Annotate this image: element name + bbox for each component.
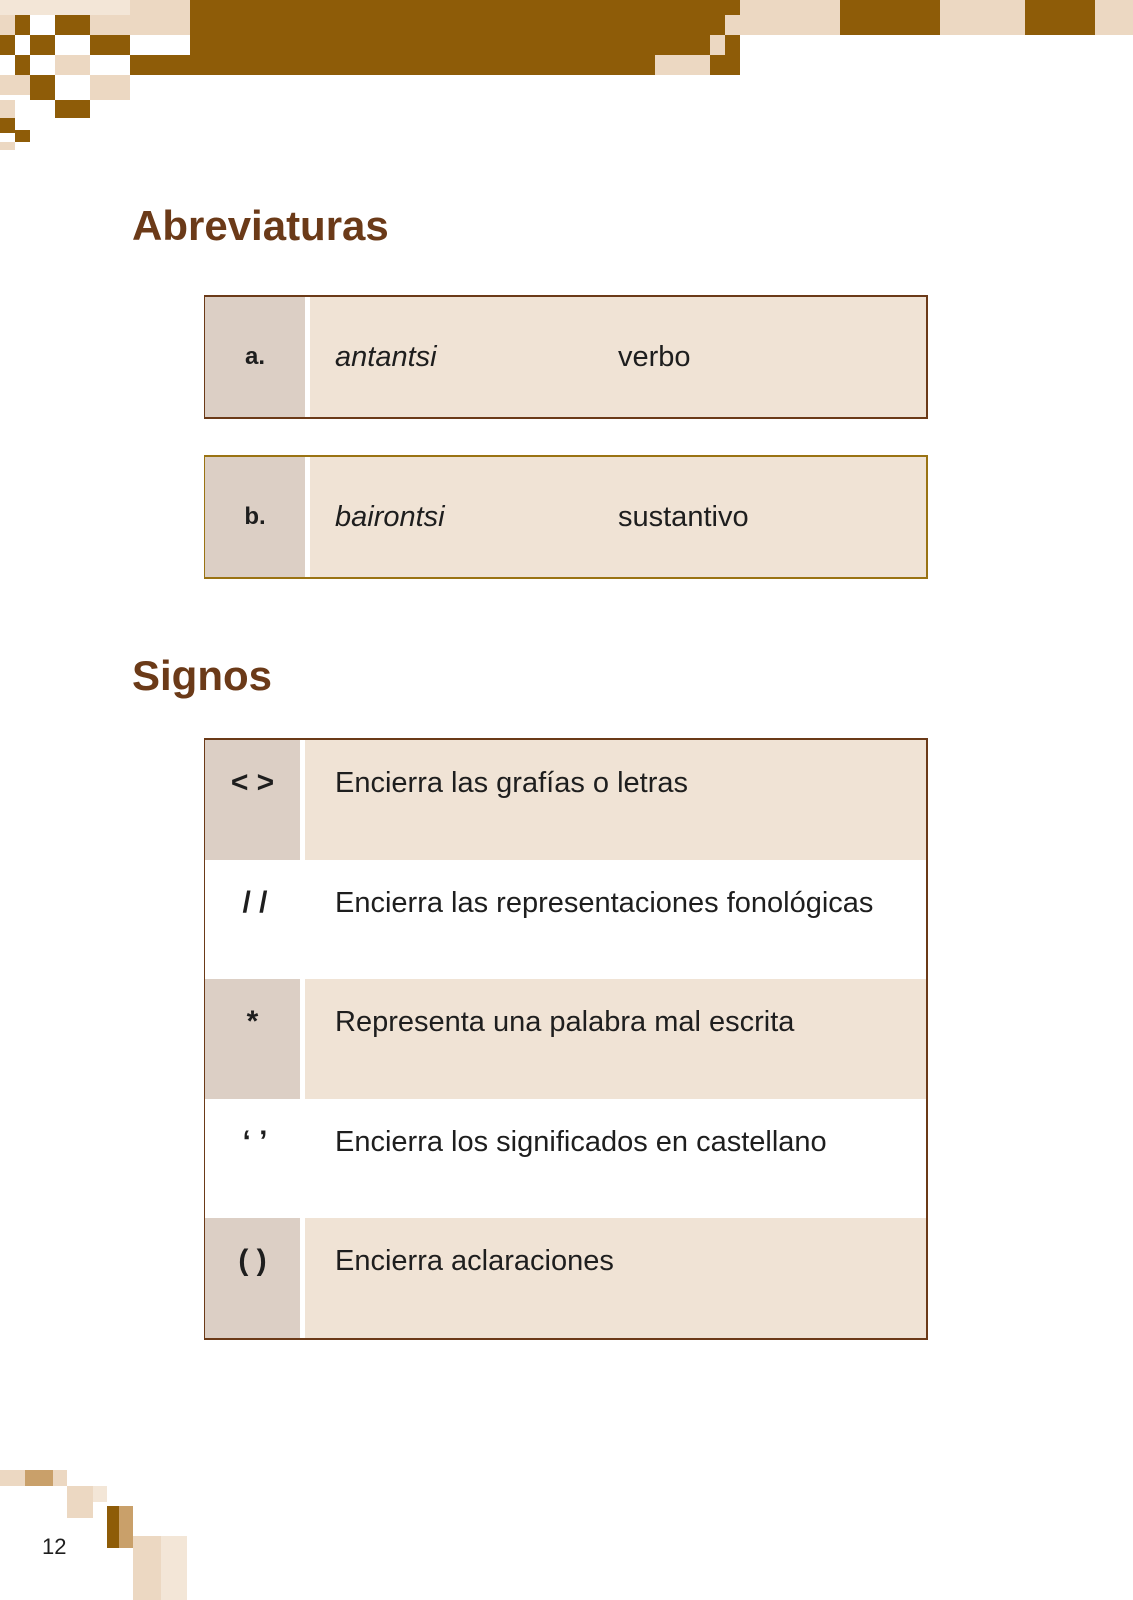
abbreviation-gloss: verbo [618,340,691,373]
sign-row [205,740,926,860]
page-number: 12 [42,1534,67,1559]
sign-row [205,860,926,980]
abbreviation-term: antantsi [335,340,437,373]
sign-row [205,979,926,1099]
abbreviation-row [204,455,928,579]
abbreviation-key: a. [205,297,310,417]
abbreviation-gloss: sustantivo [618,500,749,533]
abbreviation-key: b. [205,457,310,577]
sign-description: Encierra las grafías o letras [335,767,688,799]
signs-table [204,738,928,1340]
sign-row [205,1099,926,1219]
abbreviations-title: Abreviaturas [132,202,389,249]
sign-symbol: / / [242,885,268,919]
abbreviation-term: bairontsi [335,500,445,533]
sign-symbol: * [205,979,305,1099]
sign-symbol: ( ) [205,1218,305,1338]
sign-description: Encierra aclaraciones [335,1245,614,1278]
sign-description: Encierra los significados en castellano [335,1125,827,1158]
signs-title: Signos [132,652,273,699]
top-decorative-band [0,0,1133,160]
sign-description: Representa una palabra mal escrita [335,1006,795,1039]
sign-row [205,1218,926,1338]
sign-symbol: < > [205,740,305,860]
abbreviation-row [204,295,928,419]
bottom-decorative-corner [0,1470,200,1600]
sign-symbol: ‘ ’ [242,1124,268,1158]
sign-description: Encierra las representaciones fonológicas [335,886,874,919]
